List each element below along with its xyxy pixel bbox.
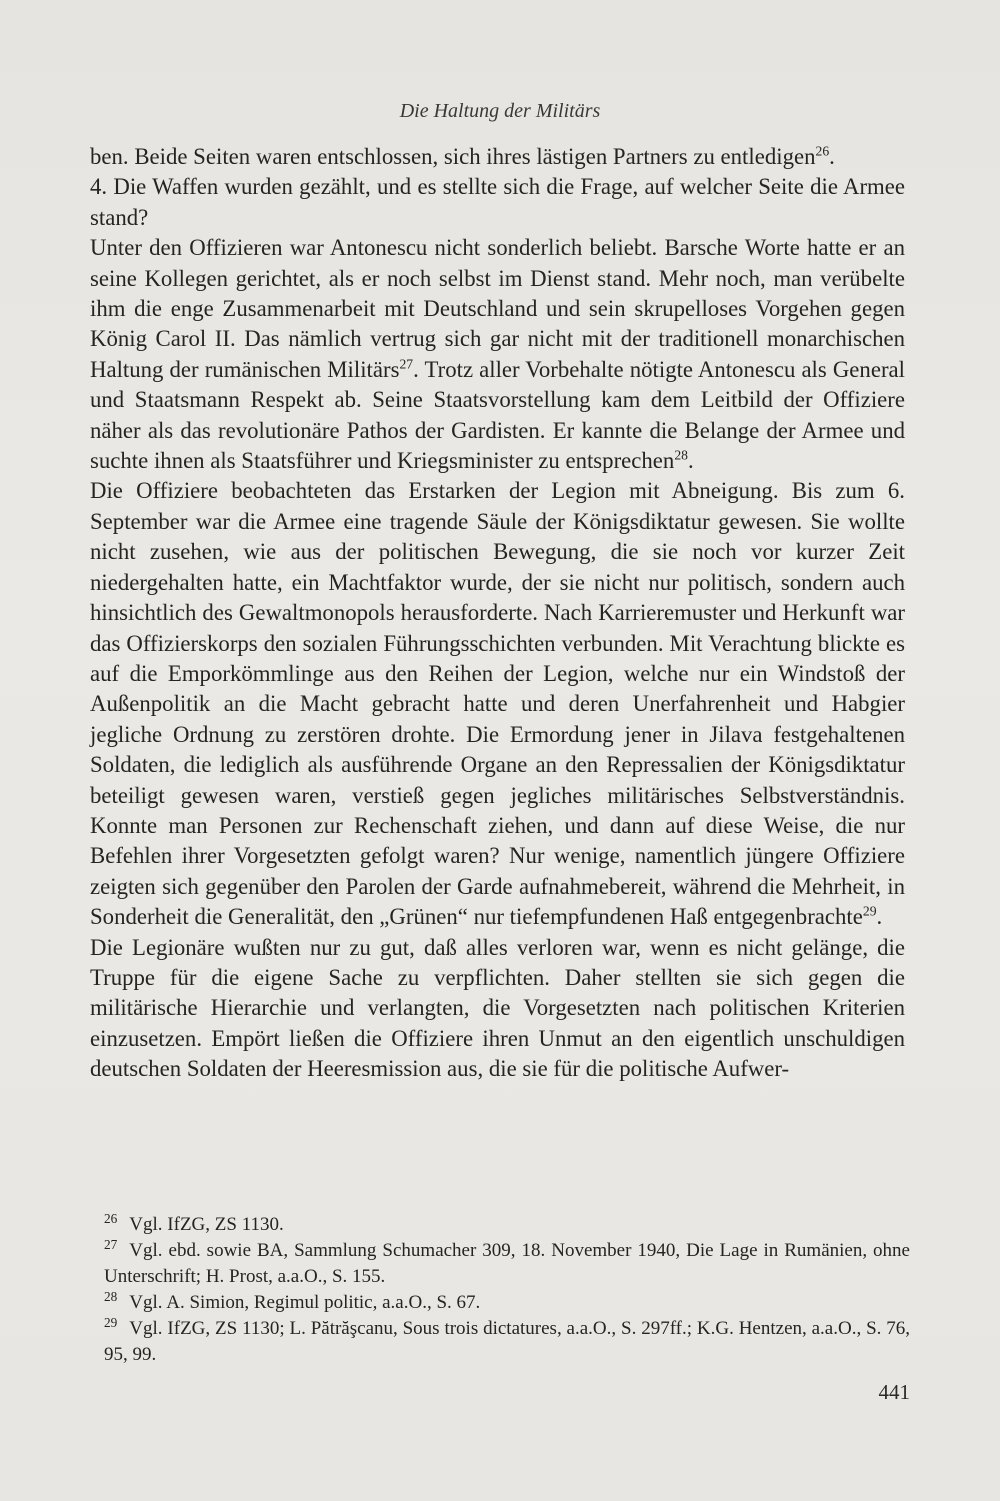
footnote-27: [104, 1238, 910, 1290]
footnote-text: Vgl. ebd. sowie BA, Sammlung Schumacher 309, 18. November 1940, Die Lage in Rumänien, ohne Unterschrift; H. Prost, a.a.O., S. 155.: [104, 1240, 910, 1287]
page-number: 441: [878, 1380, 910, 1404]
footnote-number: 28: [104, 1288, 118, 1304]
paragraph-3-text-b: . Trotz aller Vorbehalte nötigte Antonescu als General und Staatsmann Respekt ab. Seine Staatsvorstellung kam dem Leitbild der Offiziere näher als das revolutionäre Pathos der Gardisten. Er kannte die Belange der Armee und suchte ihnen als Staatsführer und Kriegsminister zu entsprechen: [90, 356, 905, 474]
footnote-ref-27: 27: [399, 356, 414, 372]
paragraph-1-text: ben. Beide Seiten waren entschlossen, sich ihres lästigen Partners zu entledigen: [90, 144, 816, 169]
footnote-29: [104, 1316, 910, 1368]
running-title: Die Haltung der Militärs: [399, 100, 601, 122]
footnotes: [104, 1212, 910, 1368]
footnote-ref-29: 29: [862, 903, 877, 919]
footnote-number: 29: [104, 1314, 118, 1330]
paragraph-3-text-a: Unter den Offizieren war Antonescu nicht sonderlich beliebt. Barsche Worte hatte er an seine Kollegen gerichtet, als er noch selbst im Dienst stand. Mehr noch, man verübelte ihm die enge Zusammenarbeit mit Deutschland und sein skrupelloses Vorgehen gegen König Carol II. Das nämlich vertrug sich gar nicht mit der traditionell monarchischen Haltung der rumänischen Militärs: [90, 235, 905, 382]
footnote-text: Vgl. IfZG, ZS 1130.: [129, 1214, 284, 1235]
footnote-number: 27: [104, 1236, 118, 1252]
main-text: [90, 142, 905, 1085]
paragraph-4: [90, 476, 905, 932]
footnote-number: 26: [104, 1210, 118, 1226]
paragraph-4-text-b: .: [876, 904, 883, 930]
paragraph-1-tail: .: [829, 144, 835, 169]
footnote-28: [104, 1290, 910, 1316]
paragraph-4-text-a: Die Offiziere beobachteten das Erstarken der Legion mit Abneigung. Bis zum 6. September war die Armee eine tragende Säule der Königsdiktatur gewesen. Sie wollte nicht zusehen, wie aus der politischen Bewegung, die sie noch vor kurzer Zeit niedergehalten hatte, ein Machtfaktor wurde, der sie nicht nur politisch, sondern auch hinsichtlich des Gewaltmonopols herausforderte. Nach Karrieremuster und Herkunft war das Offizierskorps den sozialen Führungsschichten verbunden. Mit Verachtung blickte es auf die Emporkömmlinge aus den Reihen der Legion, welche nur ein Windstoß der Außenpolitik an die Macht gebracht hatte und deren Unerfahrenheit und Habgier jegliche Ordnung zu zerstören drohte. Die Ermordung jener in Jilava festgehaltenen Soldaten, die lediglich als ausführende Organe an den Repressalien der Königsdiktatur beteiligt gewesen waren, verstieß gegen jegliches militärisches Selbstverständnis. Konnte man Personen zur Rechenschaft ziehen, und dann auf diese Weise, die nur Befehlen ihrer Vorgesetzten gefolgt waren? Nur wenige, namentlich jüngere Offiziere zeigten sich gegenüber den Parolen der Garde aufnahmebereit, während die Mehrheit, in Sonderheit die Generalität, den „Grünen“ nur tiefempfundenen Haß entgegenbrachte: [90, 478, 905, 930]
paragraph-5: Die Legionäre wußten nur zu gut, daß alles verloren war, wenn es nicht gelänge, die Truppe für die eigene Sache zu verpflichten. Daher stellten sie sich gegen die militärische Hierarchie und verlangten, die Vorgesetzten nach politischen Kriterien einzusetzen. Empört ließen die Offiziere ihren Unmut an den eigentlich unschuldigen deutschen Soldaten der Heeresmission aus, die sie für die politische Aufwer-: [90, 934, 905, 1082]
footnote-text: Vgl. IfZG, ZS 1130; L. Pătrăşcanu, Sous trois dictatures, a.a.O., S. 297ff.; K.G. Hentzen, a.a.O., S. 76, 95, 99.: [104, 1318, 910, 1365]
paragraph-3: [90, 233, 905, 476]
footnote-text: Vgl. A. Simion, Regimul politic, a.a.O., S. 67.: [129, 1292, 481, 1313]
paragraph-2: 4. Die Waffen wurden gezählt, und es stellte sich die Frage, auf welcher Seite die Armee stand?: [90, 174, 905, 230]
paragraph-3-text-c: .: [687, 448, 694, 474]
paragraph-1: [90, 142, 905, 172]
footnote-ref-26: 26: [815, 143, 830, 159]
footnote-ref-28: 28: [674, 447, 688, 463]
footnote-26: [104, 1212, 910, 1238]
